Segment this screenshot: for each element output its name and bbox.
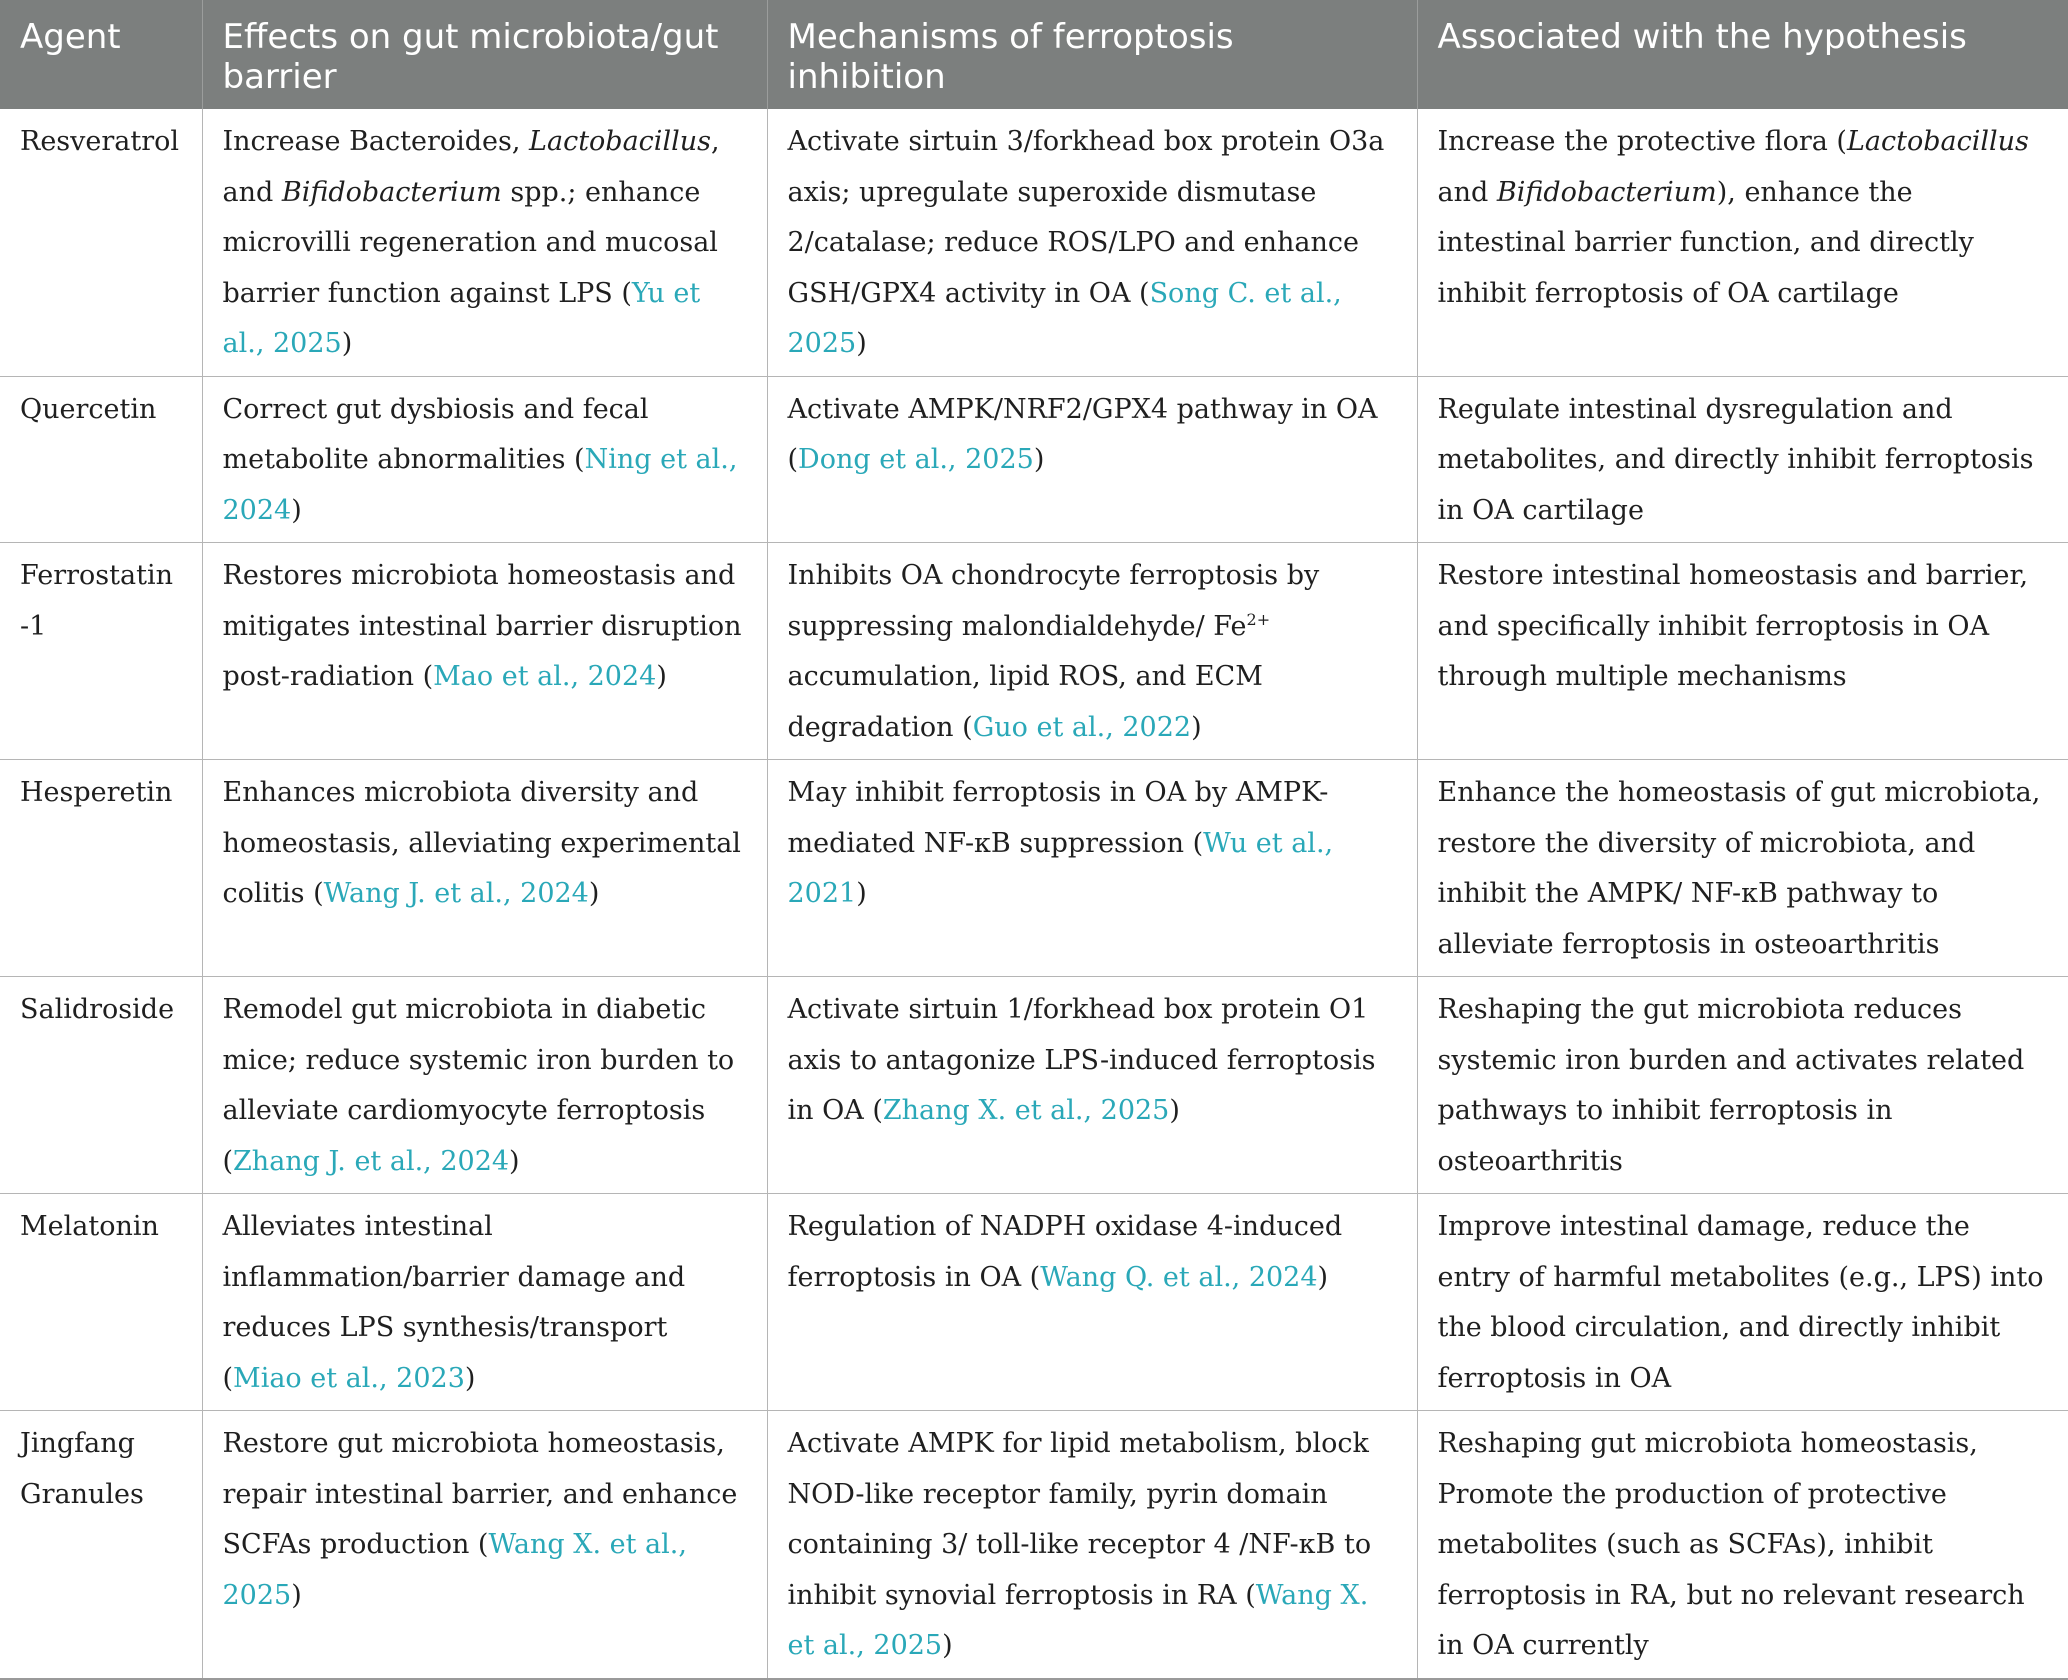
citation-link[interactable]: Miao et al., 2023 — [233, 1362, 465, 1394]
column-header-associated: Associated with the hypothesis — [1417, 0, 2068, 109]
agent-cell: Ferrostatin-1 — [0, 543, 202, 760]
mechanisms-cell: Activate AMPK for lipid metabolism, block NOD-like receptor family, pyrin domain containing 3/ toll-like receptor 4 /NF-κB to inhibit synovial ferroptosis in RA (Wang X. et al., 2025) — [767, 1411, 1417, 1679]
citation-link[interactable]: Mao et al., 2024 — [433, 661, 657, 692]
column-header-effects: Effects on gut microbiota/gut barrier — [202, 0, 767, 109]
citation-link[interactable]: Zhang J. et al., 2024 — [233, 1145, 510, 1177]
table-row — [0, 977, 2068, 1194]
column-header-mechanisms: Mechanisms of ferroptosis inhibition — [767, 0, 1417, 109]
associated-cell: Reshaping gut microbiota homeostasis, Promote the production of protective metabolites (such as SCFAs), inhibit ferroptosis in RA, but no relevant research in OA currently — [1417, 1411, 2068, 1679]
table-row — [0, 1411, 2068, 1679]
effects-cell: Enhances microbiota diversity and homeostasis, alleviating experimental colitis (Wang J. et al., 2024) — [202, 760, 767, 977]
table-row — [0, 109, 2068, 376]
citation-link[interactable]: Wang J. et al., 2024 — [323, 878, 589, 909]
citation-link[interactable]: Yu et al., 2025 — [222, 277, 701, 359]
citation-link[interactable]: Song C. et al., 2025 — [787, 277, 1342, 359]
citation-link[interactable]: Ning et al., 2024 — [222, 444, 738, 526]
associated-cell: Restore intestinal homeostasis and barrier, and specifically inhibit ferroptosis in OA through multiple mechanisms — [1417, 543, 2068, 760]
agent-cell: Melatonin — [0, 1194, 202, 1411]
agent-cell: Salidroside — [0, 977, 202, 1194]
associated-cell: Improve intestinal damage, reduce the entry of harmful metabolites (e.g., LPS) into the blood circulation, and directly inhibit ferroptosis in OA — [1417, 1194, 2068, 1411]
table-row — [0, 376, 2068, 543]
effects-cell: Restore gut microbiota homeostasis, repair intestinal barrier, and enhance SCFAs production (Wang X. et al., 2025) — [202, 1411, 767, 1679]
mechanisms-cell: Inhibits OA chondrocyte ferroptosis by suppressing malondialdehyde/ $Fe^{2+}$ accumulation, lipid ROS, and ECM degradation (Guo et al., 2022) — [767, 543, 1417, 760]
table-row — [0, 543, 2068, 760]
effects-cell: Increase Bacteroides, Lactobacillus, and Bifidobacterium spp.; enhance microvilli regeneration and mucosal barrier function against LPS (Yu et al., 2025) — [202, 109, 767, 376]
agent-cell: Hesperetin — [0, 760, 202, 977]
table-row — [0, 1194, 2068, 1411]
associated-cell: Reshaping the gut microbiota reduces systemic iron burden and activates related pathways to inhibit ferroptosis in osteoarthritis — [1417, 977, 2068, 1194]
mechanisms-cell: Activate sirtuin 1/forkhead box protein O1 axis to antagonize LPS-induced ferroptosis in OA (Zhang X. et al., 2025) — [767, 977, 1417, 1194]
citation-link[interactable]: Wu et al., 2021 — [787, 827, 1334, 909]
citation-link[interactable]: Guo et al., 2022 — [972, 711, 1192, 743]
column-header-agent: Agent — [0, 0, 202, 109]
effects-cell: Restores microbiota homeostasis and mitigates intestinal barrier disruption post-radiation (Mao et al., 2024) — [202, 543, 767, 760]
associated-cell: Increase the protective flora (Lactobacillus and Bifidobacterium), enhance the intestinal barrier function, and directly inhibit ferroptosis of OA cartilage — [1417, 109, 2068, 376]
associated-cell: Enhance the homeostasis of gut microbiota, restore the diversity of microbiota, and inhibit the AMPK/ NF-κB pathway to alleviate ferroptosis in osteoarthritis — [1417, 760, 2068, 977]
effects-cell: Alleviates intestinal inflammation/barrier damage and reduces LPS synthesis/transport (Miao et al., 2023) — [202, 1194, 767, 1411]
mechanisms-cell: Activate sirtuin 3/forkhead box protein O3a axis; upregulate superoxide dismutase 2/catalase; reduce ROS/LPO and enhance GSH/GPX4 activity in OA (Song C. et al., 2025) — [767, 109, 1417, 376]
agent-cell: Quercetin — [0, 376, 202, 543]
effects-cell: Correct gut dysbiosis and fecal metabolite abnormalities (Ning et al., 2024) — [202, 376, 767, 543]
mechanisms-cell: Regulation of NADPH oxidase 4-induced ferroptosis in OA (Wang Q. et al., 2024) — [767, 1194, 1417, 1411]
citation-link[interactable]: Dong et al., 2025 — [798, 444, 1034, 475]
citation-link[interactable]: Wang X. et al., 2025 — [787, 1579, 1369, 1661]
citation-link[interactable]: Wang X. et al., 2025 — [222, 1529, 687, 1611]
header-row — [0, 0, 2068, 109]
associated-cell: Regulate intestinal dysregulation and metabolites, and directly inhibit ferroptosis in OA cartilage — [1417, 376, 2068, 543]
citation-link[interactable]: Wang Q. et al., 2024 — [1040, 1261, 1318, 1293]
citation-link[interactable]: Zhang X. et al., 2025 — [882, 1095, 1170, 1126]
table-row — [0, 760, 2068, 977]
mechanisms-cell: May inhibit ferroptosis in OA by AMPK-mediated NF-κB suppression (Wu et al., 2021) — [767, 760, 1417, 977]
agent-cell: Jingfang Granules — [0, 1411, 202, 1679]
agent-cell: Resveratrol — [0, 109, 202, 376]
mechanisms-cell: Activate AMPK/NRF2/GPX4 pathway in OA (Dong et al., 2025) — [767, 376, 1417, 543]
effects-cell: Remodel gut microbiota in diabetic mice; reduce systemic iron burden to alleviate cardiomyocyte ferroptosis (Zhang J. et al., 2024) — [202, 977, 767, 1194]
